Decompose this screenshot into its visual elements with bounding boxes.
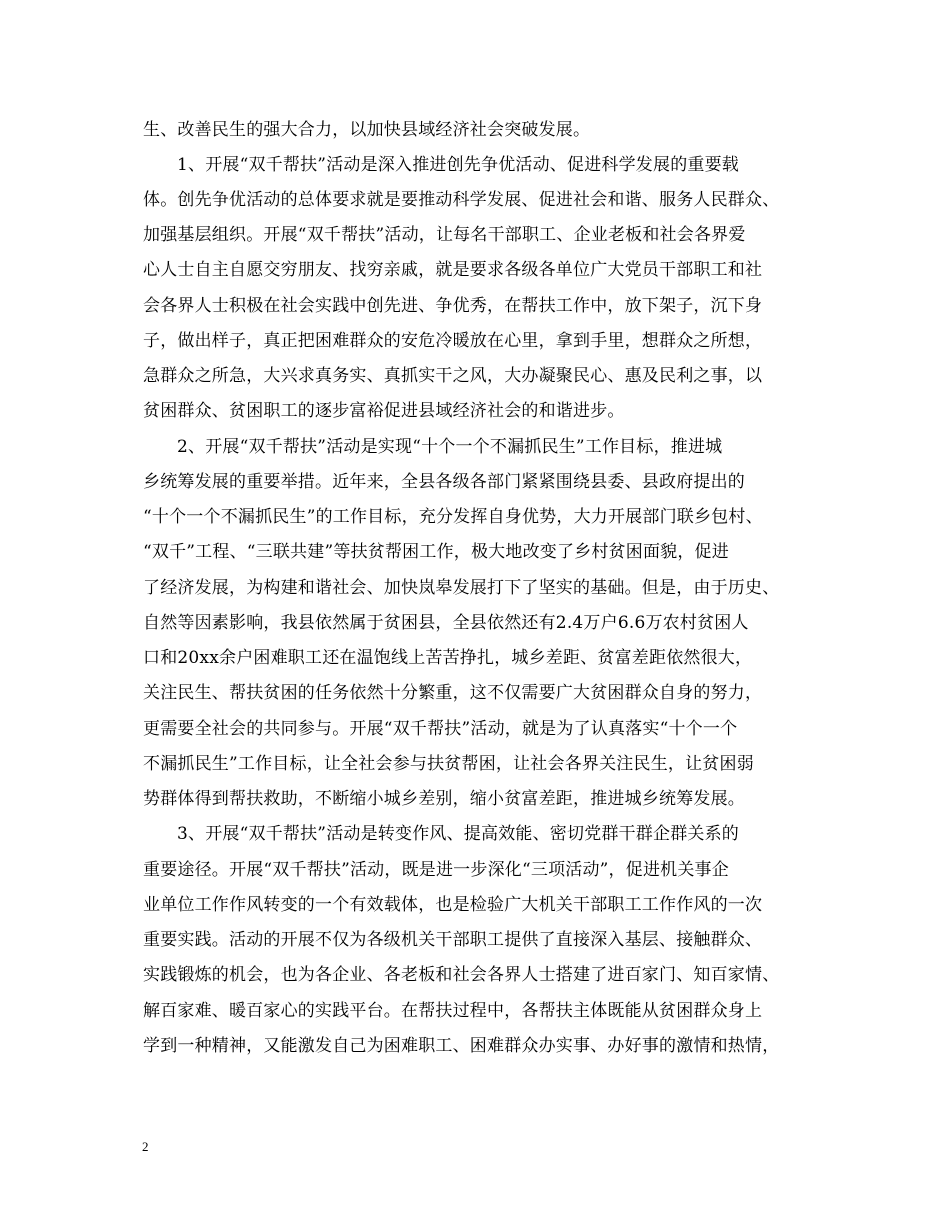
text-line: 生、改善民生的强大合力，以加快县域经济社会突破发展。 bbox=[143, 120, 591, 140]
paragraph-1-line: 1、开展“双千帮扶”活动是深入推进创先争优活动、促进科学发展的重要载 bbox=[177, 155, 739, 175]
text-line: 重要途径。开展“双千帮扶”活动，既是进一步深化“三项活动”，促进机关事企 bbox=[143, 860, 729, 880]
text-line: 解百家难、暖百家心的实践平台。在帮扶过程中，各帮扶主体既能从贫困群众身上 bbox=[143, 1001, 763, 1021]
text-line: 心人士自主自愿交穷朋友、找穷亲戚，就是要求各级各单位广大党员干部职工和社 bbox=[143, 260, 763, 280]
text-line: 乡统筹发展的重要举措。近年来，全县各级各部门紧紧围绕县委、县政府提出的 bbox=[143, 472, 745, 492]
text-line: 贫困群众、贫困职工的逐步富裕促进县域经济社会的和谐进步。 bbox=[143, 401, 625, 421]
text-line: “十个一个不漏抓民生”的工作目标，充分发挥自身优势，大力开展部门联乡包村、 bbox=[143, 507, 763, 527]
text-line: 关注民生、帮扶贫困的任务依然十分繁重，这不仅需要广大贫困群众自身的努力， bbox=[143, 683, 763, 703]
text-line: 更需要全社会的共同参与。开展“双千帮扶”活动，就是为了认真落实“十个一个 bbox=[143, 719, 738, 739]
text-line: 势群体得到帮扶救助，不断缩小城乡差别，缩小贫富差距，推进城乡统筹发展。 bbox=[143, 789, 745, 809]
text-line: 实践锻炼的机会，也为各企业、各老板和社会各界人士搭建了进百家门、知百家情、 bbox=[143, 965, 780, 985]
text-line: 会各界人士积极在社会实践中创先进、争优秀，在帮扶工作中，放下架子，沉下身 bbox=[143, 296, 763, 316]
text-line: 业单位工作作风转变的一个有效载体，也是检验广大机关干部职工工作作风的一次 bbox=[143, 895, 763, 915]
text-line: 了经济发展，为构建和谐社会、加快岚皋发展打下了坚实的基础。但是，由于历史、 bbox=[143, 578, 780, 598]
text-line: 子，做出样子，真正把困难群众的安危冷暖放在心里，拿到手里，想群众之所想， bbox=[143, 331, 763, 351]
text-line: 加强基层组织。开展“双千帮扶”活动，让每名干部职工、企业老板和社会各界爱 bbox=[143, 225, 746, 245]
text-line: 口和20xx余户困难职工还在温饱线上苦苦挣扎，城乡差距、贫富差距依然很大， bbox=[143, 648, 753, 668]
text-line: 自然等因素影响，我县依然属于贫困县，全县依然还有2.4万户6.6万农村贫困人 bbox=[143, 613, 749, 633]
paragraph-3-line: 3、开展“双千帮扶”活动是转变作风、提高效能、密切党群干群企群关系的 bbox=[177, 824, 739, 844]
text-line: 重要实践。活动的开展不仅为各级机关干部职工提供了直接深入基层、接触群众、 bbox=[143, 930, 763, 950]
paragraph-2-line: 2、开展“双千帮扶”活动是实现“十个一个不漏抓民生”工作目标，推进城 bbox=[177, 437, 723, 457]
page-number: 2 bbox=[142, 1139, 149, 1154]
text-line: 学到一种精神，又能激发自己为困难职工、困难群众办实事、办好事的激情和热情， bbox=[143, 1036, 780, 1056]
text-line: “双千”工程、“三联共建”等扶贫帮困工作，极大地改变了乡村贫困面貌，促进 bbox=[143, 542, 729, 562]
text-line: 急群众之所急，大兴求真务实、真抓实干之风，大办凝聚民心、惠及民利之事，以 bbox=[143, 366, 763, 386]
text-line: 不漏抓民生”工作目标，让全社会参与扶贫帮困，让社会各界关注民生，让贫困弱 bbox=[143, 754, 754, 774]
text-line: 体。创先争优活动的总体要求就是要推动科学发展、促进社会和谐、服务人民群众、 bbox=[143, 190, 780, 210]
